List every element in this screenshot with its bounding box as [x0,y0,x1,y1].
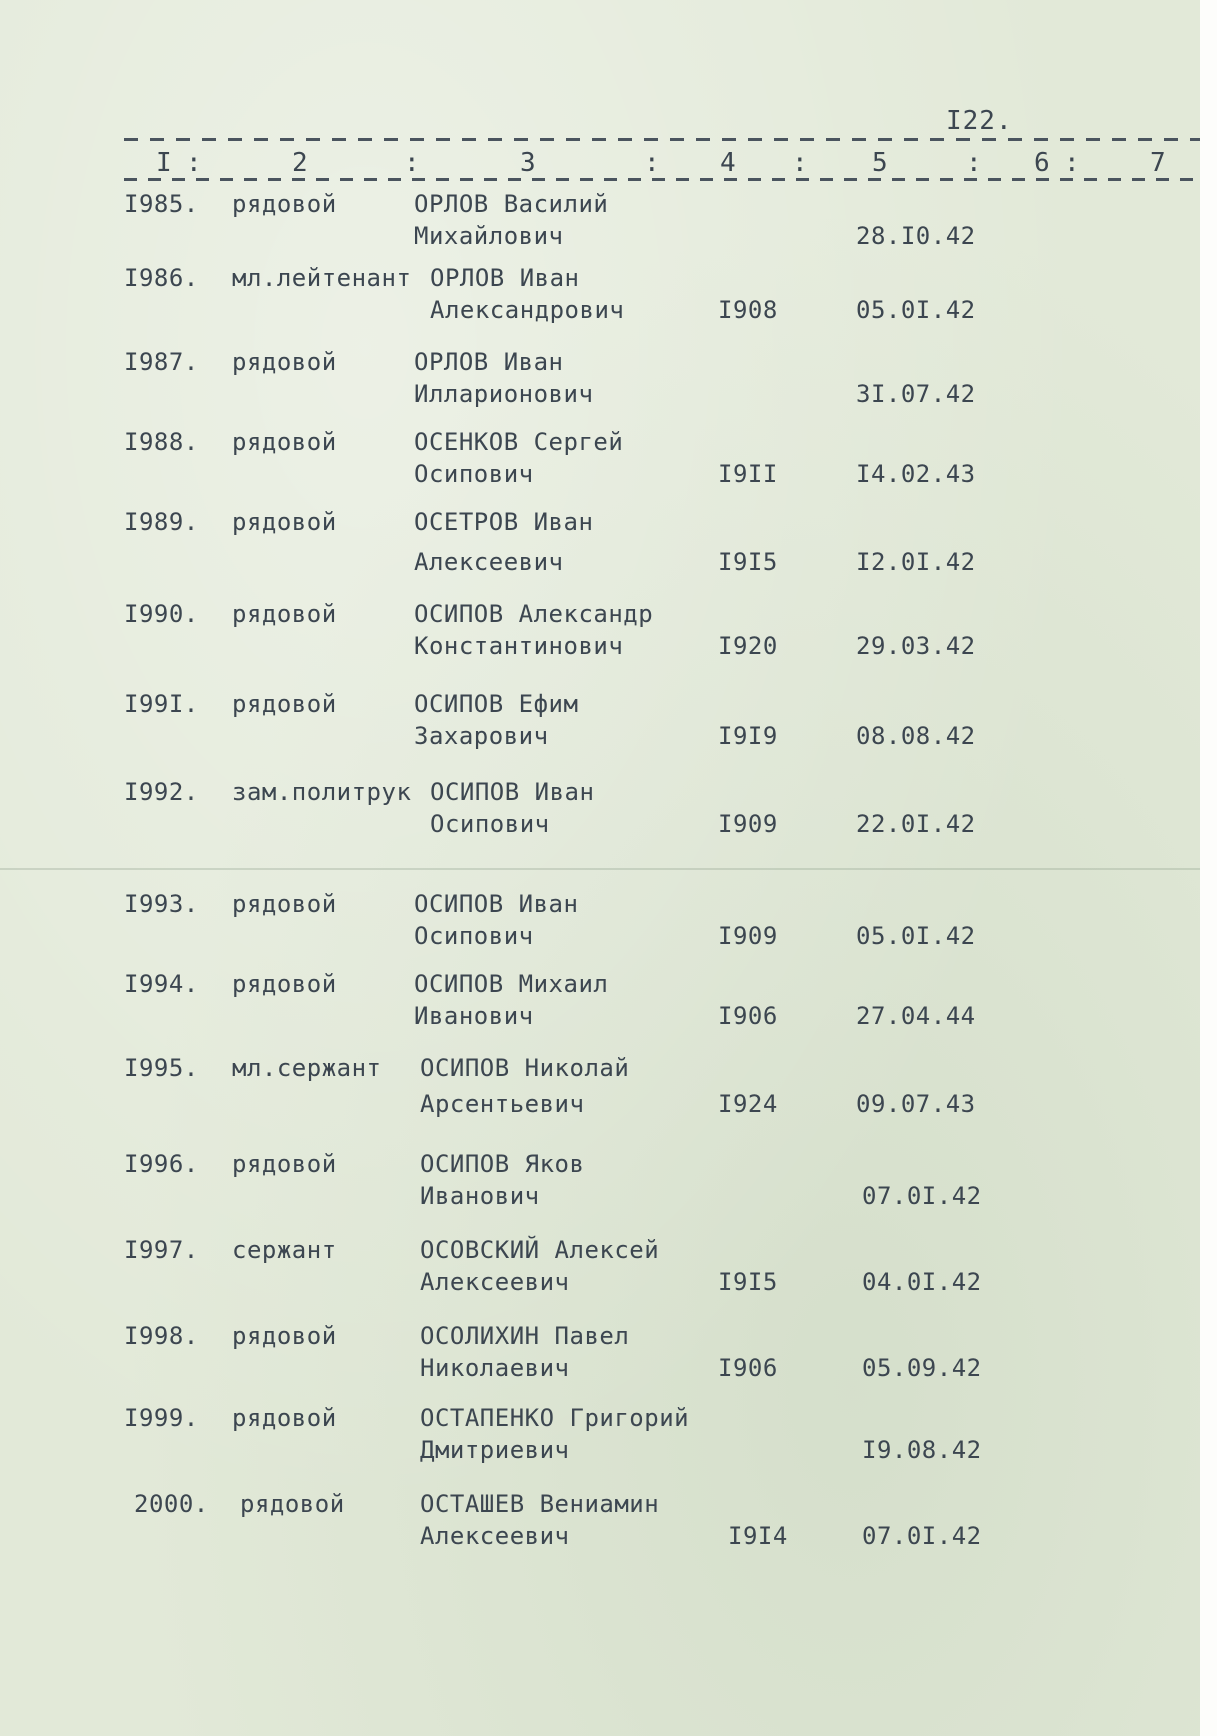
column-header-6: 6 [1034,148,1050,178]
column-header-4: 4 [720,148,736,178]
record-patronymic: Иванович [420,1182,540,1210]
record-birth-year: I909 [718,922,778,950]
record-row [0,690,1200,760]
column-header-5: 5 [872,148,888,178]
record-surname-name: ОРЛОВ Иван [414,348,564,376]
record-number: I992. [124,778,199,806]
column-separator: : [404,148,420,178]
record-number: I989. [124,508,199,536]
record-number: I988. [124,428,199,456]
record-row [0,1054,1200,1124]
record-birth-year: I924 [718,1090,778,1118]
record-rank: рядовой [232,970,337,998]
record-date: I9.08.42 [862,1436,982,1464]
record-date: 29.03.42 [856,632,976,660]
column-header-3: 3 [520,148,536,178]
record-date: I2.0I.42 [856,548,976,576]
record-date: 05.0I.42 [856,296,976,324]
record-patronymic: Захарович [414,722,549,750]
record-surname-name: ОСИПОВ Михаил [414,970,609,998]
record-birth-year: I920 [718,632,778,660]
record-surname-name: ОСЕТРОВ Иван [414,508,594,536]
record-row [0,1236,1200,1306]
record-surname-name: ОСИПОВ Александр [414,600,654,628]
record-rank: рядовой [240,1490,345,1518]
record-rank: рядовой [232,508,337,536]
record-surname-name: ОСИПОВ Иван [414,890,579,918]
record-birth-year: I9I5 [718,1268,778,1296]
record-number: I987. [124,348,199,376]
record-patronymic: Осипович [414,460,534,488]
record-birth-year: I909 [718,810,778,838]
record-number: I993. [124,890,199,918]
record-patronymic: Александрович [430,296,625,324]
record-row [0,1322,1200,1392]
record-patronymic: Осипович [414,922,534,950]
record-birth-year: I908 [718,296,778,324]
record-birth-year: I9I4 [728,1522,788,1550]
record-surname-name: ОСТАШЕВ Вениамин [420,1490,660,1518]
record-rank: рядовой [232,1322,337,1350]
record-surname-name: ОРЛОВ Иван [430,264,580,292]
record-surname-name: ОСИПОВ Яков [420,1150,585,1178]
record-patronymic: Илларионович [414,380,594,408]
record-number: I998. [124,1322,199,1350]
record-rank: рядовой [232,600,337,628]
record-patronymic: Иванович [414,1002,534,1030]
column-header-2: 2 [292,148,308,178]
record-patronymic: Михайлович [414,222,564,250]
record-birth-year: I9I5 [718,548,778,576]
record-number: I985. [124,190,199,218]
record-row [0,970,1200,1040]
record-birth-year: I906 [718,1354,778,1382]
page-number: I22. [946,106,1013,136]
record-rank: рядовой [232,348,337,376]
record-number: I990. [124,600,199,628]
record-date: 3I.07.42 [856,380,976,408]
record-number: I995. [124,1054,199,1082]
record-row [0,508,1200,578]
column-header-1: I [156,148,172,178]
record-row [0,190,1200,260]
record-rank: рядовой [232,1150,337,1178]
record-date: 22.0I.42 [856,810,976,838]
record-number: I99I. [124,690,199,718]
record-birth-year: I906 [718,1002,778,1030]
column-separator: : [1064,148,1080,178]
record-rank: зам.политрук [232,778,412,806]
record-surname-name: ОСИПОВ Иван [430,778,595,806]
record-date: 09.07.43 [856,1090,976,1118]
column-separator: : [186,148,202,178]
record-row [0,890,1200,960]
record-date: 28.I0.42 [856,222,976,250]
record-number: 2000. [134,1490,209,1518]
record-surname-name: ОРЛОВ Василий [414,190,609,218]
record-surname-name: ОСОВСКИЙ Алексей [420,1236,660,1264]
record-number: I994. [124,970,199,998]
record-number: I997. [124,1236,199,1264]
record-patronymic: Дмитриевич [420,1436,570,1464]
record-surname-name: ОСИПОВ Ефим [414,690,579,718]
column-header-7: 7 [1150,148,1166,178]
record-rank: мл.лейтенант [232,264,412,292]
record-rank: рядовой [232,1404,337,1432]
record-rank: рядовой [232,690,337,718]
record-row [0,1150,1200,1220]
record-patronymic: Константинович [414,632,624,660]
record-row [0,600,1200,670]
record-date: 27.04.44 [856,1002,976,1030]
record-surname-name: ОСИПОВ Николай [420,1054,630,1082]
record-surname-name: ОСЕНКОВ Сергей [414,428,624,456]
record-date: 07.0I.42 [862,1522,982,1550]
record-number: I996. [124,1150,199,1178]
record-patronymic: Алексеевич [420,1522,570,1550]
record-rank: рядовой [232,890,337,918]
record-patronymic: Осипович [430,810,550,838]
record-birth-year: I9II [718,460,778,488]
record-row [0,264,1200,334]
column-separator: : [966,148,982,178]
record-date: 07.0I.42 [862,1182,982,1210]
record-rank: сержант [232,1236,337,1264]
record-surname-name: ОСОЛИХИН Павел [420,1322,630,1350]
record-rank: рядовой [232,190,337,218]
record-date: 05.0I.42 [856,922,976,950]
record-birth-year: I9I9 [718,722,778,750]
column-separator: : [644,148,660,178]
record-date: 04.0I.42 [862,1268,982,1296]
record-row [0,778,1200,848]
record-rank: рядовой [232,428,337,456]
record-row [0,1490,1200,1560]
record-date: 05.09.42 [862,1354,982,1382]
record-row [0,348,1200,418]
column-separator: : [792,148,808,178]
record-number: I986. [124,264,199,292]
record-rank: мл.сержант [232,1054,382,1082]
paper-edge [1200,0,1217,1736]
record-date: 08.08.42 [856,722,976,750]
record-patronymic: Николаевич [420,1354,570,1382]
record-date: I4.02.43 [856,460,976,488]
record-number: I999. [124,1404,199,1432]
record-row [0,1404,1200,1474]
record-patronymic: Алексеевич [414,548,564,576]
record-patronymic: Арсентьевич [420,1090,585,1118]
record-row [0,428,1200,498]
record-surname-name: ОСТАПЕНКО Григорий [420,1404,690,1432]
record-patronymic: Алексеевич [420,1268,570,1296]
